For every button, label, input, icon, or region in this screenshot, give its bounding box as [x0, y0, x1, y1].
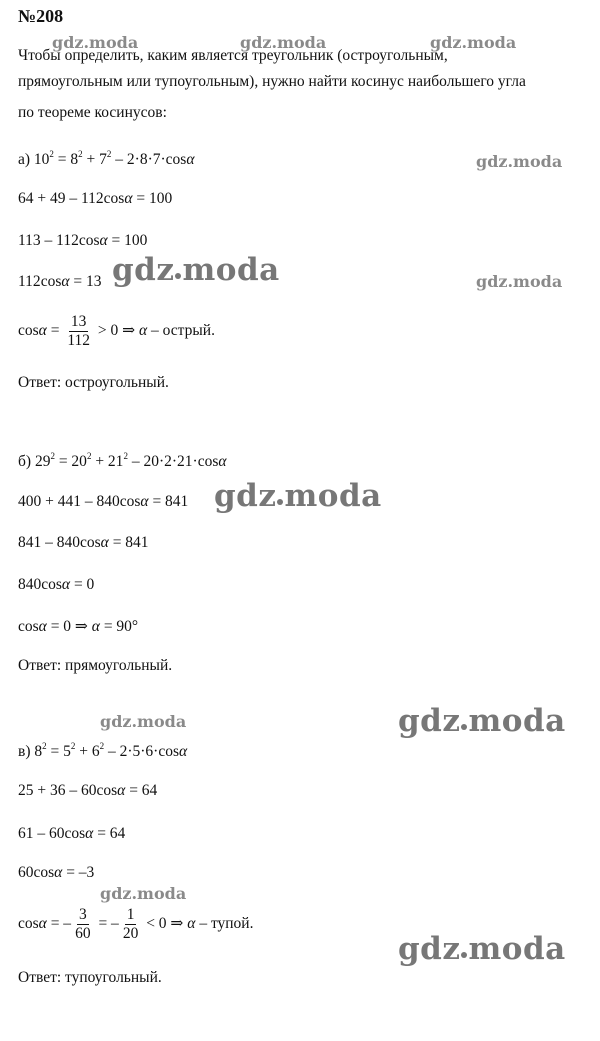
- part-b-equation-3: 841 – 840cosα = 841: [18, 534, 149, 551]
- fraction-13-112: $\frac{13}{112}$: [67, 313, 90, 349]
- intro-line-3: по теореме косинусов:: [18, 104, 167, 121]
- part-a-equation-1: а) $10^2 = 8^2 + 7^2 - 2\cdot 8\cdot 7\cdot\cos\alpha$: [18, 149, 195, 168]
- watermark-logo: gdz.moda: [476, 152, 563, 171]
- fraction-3-60: $\frac{3}{60}$: [75, 906, 91, 942]
- part-b-equation-2: 400 + 441 – 840cosα = 841: [18, 493, 189, 510]
- part-a-equation-3: 113 – 112cosα = 100: [18, 232, 148, 249]
- watermark-logo-large: gdz moda: [398, 703, 566, 739]
- watermark-logo: gdz.moda: [476, 272, 563, 291]
- part-b-answer: Ответ: прямоугольный.: [18, 657, 173, 674]
- part-b-equation-5: cosα = 0 ⇒ α = 90°: [18, 618, 139, 635]
- watermark-logo: gdz.moda: [100, 712, 187, 731]
- part-c-equation-1: в) $8^2 = 5^2 + 6^2 - 2\cdot 5\cdot 6\cdot\cos\alpha$: [18, 741, 188, 760]
- watermark-logo-large: gdz moda: [112, 252, 280, 288]
- watermark-logo: gdz.moda: [100, 884, 187, 903]
- intro-line-1: Чтобы определить, каким является треугольник (остроугольным,: [18, 47, 448, 64]
- watermark-logo-large: gdz moda: [398, 931, 566, 967]
- part-b-equation-4: 840cosα = 0: [18, 576, 95, 593]
- watermark-logo: gdz.moda: [240, 33, 327, 52]
- part-c-equation-3: 61 – 60cosα = 64: [18, 825, 126, 842]
- part-c-equation-5: cosα = – $\frac{3}{60}$ = – $\frac{1}{20}$ < 0 ⇒ α – тупой.: [18, 906, 254, 942]
- part-a-answer: Ответ: остроугольный.: [18, 374, 169, 391]
- part-a-equation-5: cosα = $\frac{13}{112}$ > 0 ⇒ α – острый.: [18, 313, 215, 349]
- part-a-equation-2: 64 + 49 – 112cosα = 100: [18, 190, 173, 207]
- intro-line-2: прямоугольным или тупоугольным), нужно найти косинус наибольшего угла: [18, 73, 526, 90]
- part-c-equation-4: 60cosα = –3: [18, 864, 95, 881]
- watermark-logo: gdz.moda: [430, 33, 517, 52]
- watermark-logo: gdz.moda: [52, 33, 139, 52]
- watermark-logo-large: gdz moda: [214, 478, 382, 514]
- part-b-equation-1: б) $29^2 = 20^2 + 21^2 - 20\cdot 2\cdot 21\cdot\cos\alpha$: [18, 451, 227, 470]
- problem-number: №208: [18, 6, 64, 26]
- part-c-answer: Ответ: тупоугольный.: [18, 969, 162, 986]
- part-a-equation-4: 112cosα = 13: [18, 273, 102, 290]
- fraction-1-20: $\frac{1}{20}$: [122, 906, 139, 942]
- part-c-equation-2: 25 + 36 – 60cosα = 64: [18, 782, 158, 799]
